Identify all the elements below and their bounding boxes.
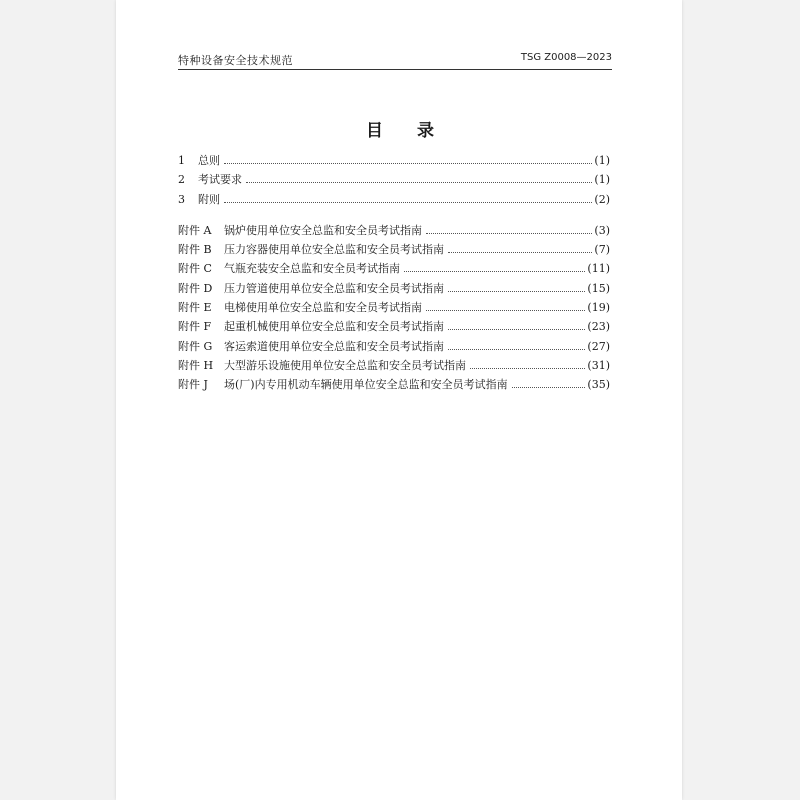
toc-appendix-page: (19) bbox=[587, 301, 610, 315]
toc-entry-number: 3 bbox=[178, 192, 185, 206]
toc-entry-label: 附则 bbox=[198, 192, 220, 206]
toc-entry-1[interactable] bbox=[178, 152, 610, 171]
toc-appendix-label: 气瓶充装安全总监和安全员考试指南 bbox=[224, 262, 400, 276]
toc-entry-page: (2) bbox=[594, 192, 610, 206]
toc-leader-dots bbox=[448, 251, 592, 253]
toc-appendix-e[interactable] bbox=[178, 299, 610, 318]
toc-entry-number: 1 bbox=[178, 154, 185, 167]
toc-entry-label: 总则 bbox=[198, 154, 220, 167]
toc-appendix-j[interactable] bbox=[178, 376, 610, 395]
toc-appendix-label: 场(厂)内专用机动车辆使用单位安全总监和安全员考试指南 bbox=[224, 378, 508, 392]
toc-appendix-b[interactable] bbox=[178, 241, 610, 260]
toc-appendix-number: 附件 B bbox=[178, 243, 212, 257]
toc-entry-3[interactable] bbox=[178, 191, 610, 210]
toc-appendix-g[interactable] bbox=[178, 338, 610, 357]
toc-leader-dots bbox=[448, 348, 585, 350]
toc-sections bbox=[178, 152, 610, 210]
toc-leader-dots bbox=[426, 232, 592, 234]
toc-appendix-page: (23) bbox=[587, 320, 610, 334]
toc-leader-dots bbox=[448, 328, 585, 330]
toc-leader-dots bbox=[512, 386, 586, 388]
toc-appendix-number: 附件 A bbox=[178, 223, 212, 237]
toc-appendices bbox=[178, 222, 610, 396]
header-divider bbox=[178, 69, 612, 70]
toc-appendix-page: (7) bbox=[594, 243, 610, 257]
toc-title: 目 录 bbox=[366, 121, 448, 141]
toc-appendix-label: 电梯使用单位安全总监和安全员考试指南 bbox=[224, 301, 422, 315]
toc-leader-dots bbox=[426, 309, 585, 311]
toc-appendix-page: (31) bbox=[587, 358, 610, 372]
toc-appendix-a[interactable] bbox=[178, 222, 610, 241]
toc-appendix-h[interactable] bbox=[178, 357, 610, 376]
toc-leader-dots bbox=[404, 270, 585, 272]
toc-appendix-c[interactable] bbox=[178, 260, 610, 279]
toc-entry-number: 2 bbox=[178, 173, 185, 187]
toc-appendix-f[interactable] bbox=[178, 318, 610, 337]
toc-appendix-number: 附件 C bbox=[178, 262, 212, 276]
toc-entry-2[interactable] bbox=[178, 171, 610, 190]
toc-appendix-label: 客运索道使用单位安全总监和安全员考试指南 bbox=[224, 339, 444, 353]
toc-leader-dots bbox=[448, 290, 585, 292]
toc-leader-dots bbox=[470, 367, 585, 369]
toc-appendix-page: (3) bbox=[594, 223, 610, 237]
toc-appendix-label: 压力容器使用单位安全总监和安全员考试指南 bbox=[224, 243, 444, 257]
toc-appendix-label: 锅炉使用单位安全总监和安全员考试指南 bbox=[224, 223, 422, 237]
toc-appendix-label: 大型游乐设施使用单位安全总监和安全员考试指南 bbox=[224, 358, 466, 372]
toc-appendix-page: (15) bbox=[587, 281, 610, 295]
toc-entry-page: (1) bbox=[594, 154, 610, 167]
toc-leader-dots bbox=[246, 181, 592, 183]
table-of-contents bbox=[178, 152, 610, 396]
toc-appendix-number: 附件 J bbox=[178, 378, 208, 392]
toc-entry-label: 考试要求 bbox=[198, 173, 242, 187]
toc-appendix-page: (35) bbox=[587, 378, 610, 392]
toc-leader-dots bbox=[224, 162, 592, 164]
header-standard-code: TSG Z0008—2023 bbox=[520, 52, 612, 63]
toc-appendix-label: 压力管道使用单位安全总监和安全员考试指南 bbox=[224, 281, 444, 295]
toc-appendix-d[interactable] bbox=[178, 280, 610, 299]
toc-appendix-number: 附件 E bbox=[178, 301, 212, 315]
toc-appendix-page: (11) bbox=[587, 262, 610, 276]
toc-appendix-number: 附件 F bbox=[178, 320, 212, 334]
toc-appendix-number: 附件 D bbox=[178, 281, 213, 295]
toc-appendix-number: 附件 H bbox=[178, 358, 214, 372]
toc-entry-page: (1) bbox=[594, 173, 610, 187]
toc-leader-dots bbox=[224, 201, 592, 203]
header-series-title: 特种设备安全技术规范 bbox=[178, 54, 293, 67]
toc-appendix-number: 附件 G bbox=[178, 339, 213, 353]
toc-appendix-label: 起重机械使用单位安全总监和安全员考试指南 bbox=[224, 320, 444, 334]
toc-appendix-page: (27) bbox=[587, 339, 610, 353]
